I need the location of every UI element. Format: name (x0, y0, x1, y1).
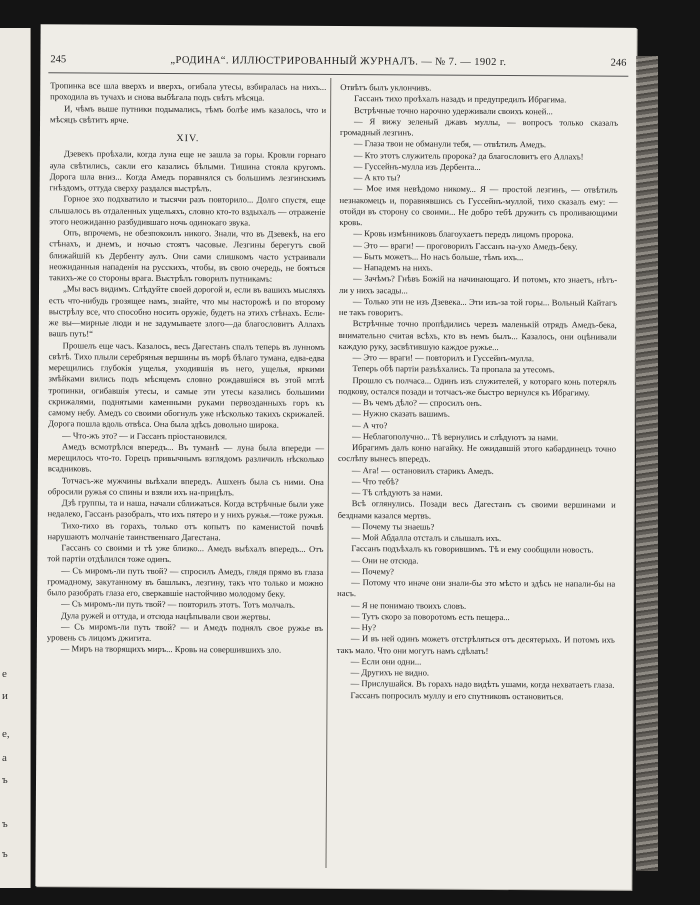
paragraph: — Прислушайся. Въ горахъ надо видѣть ушами, когда нехватаетъ глаза. (350, 678, 615, 690)
paragraph: — Другихъ не видно. (350, 667, 430, 678)
page-number-left: 245 (50, 54, 67, 66)
margin-fragment: и (2, 690, 8, 702)
paragraph: — Тѣ слѣдуютъ за нами. (351, 487, 443, 498)
paragraph: — Ну? (350, 622, 377, 633)
margin-fragment: ъ (2, 848, 8, 860)
paragraph: Дула ружей и оттуда, и отсюда нацѣпывали свои жертвы. (61, 609, 271, 622)
paragraph: Горное эхо подхватило и тысячи разъ повторило... Долго спустя, еще слышалось въ отдаленных ущельяхъ, словно кто-то вздыхалъ — отраженіе этого неожиданно разбудившаго ночь одинокаго звука. (49, 193, 326, 228)
paragraph: — Съ миромъ-ли путь твой? — спросилъ Амедъ, глядя прямо въ глаза громадному, закутанному въ башлыкъ, лезгину, такъ что только и можно было разобрать глаза его, сверкавшіе настойчиво молодому беку. (47, 564, 324, 599)
chapter-heading: XIV. (176, 133, 200, 145)
paragraph: — Мое имя невѣдомо никому... Я — простой лезгинъ, — отвѣтилъ незнакомецъ и, поравнявшись съ Гуссейнъ-муллой, тихо сказалъ ему: — отойди въ сторону со своими... Не добро тебѣ дружить съ проливающими кровь. (339, 183, 618, 228)
binding-edge (636, 56, 658, 871)
margin-fragment: е (2, 668, 7, 680)
previous-page-edge (0, 28, 31, 888)
paragraph: — Я не понимаю твоихъ словъ. (351, 599, 467, 611)
margin-fragment: ъ (2, 818, 8, 830)
paragraph: Опъ, впрочемъ, не обезпокоилъ никого. Знали, что въ Дзевекѣ, на его стѣнахъ, и днемъ, и ночью стоятъ часовые. Лезгины берегутъ свой ближайшій къ Дербенту аулъ. Они сами слишкомъ часто устраивали неожиданныя нападенія на русскихъ, чтобы, въ свою очередь, не бояться такихъ-же со стороны врага. Выстрѣлъ говорилъ путникамъ: (49, 227, 326, 284)
right-column (337, 82, 619, 702)
paragraph: Тропинка все шла вверхъ и вверхъ, огибала утесы, взбиралась на нихъ... проходила въ тучахъ и снова выбѣгала подъ свѣтъ мѣсяца. (50, 80, 327, 103)
paragraph: Отвѣтъ былъ уклончивъ. (340, 82, 432, 93)
paragraph: — Я вижу зеленый джавъ муллы, — вопросъ только сказалъ громадный лезгинъ. (339, 115, 619, 138)
paragraph: — Въ чемъ дѣло? — спросилъ онъ. (352, 397, 482, 408)
paragraph: — Глаза твои не обманули тебя, — отвѣтилъ Амедъ. (353, 138, 547, 150)
paragraph: Амедъ всмотрѣлся впередъ... Въ туманѣ — луна была впереди — мерещилось что-то. Горецъ привычнымъ взглядомъ различилъ нѣсколько всадниковъ. (47, 441, 325, 474)
paragraph: — Если они одни... (350, 655, 422, 667)
paragraph: — Кто этотъ служитель пророка? да благословитъ его Аллахъ! (353, 149, 584, 162)
paragraph: — Они не отсюда. (351, 554, 419, 566)
paragraph: — Только эти не изъ Дзевека... Эти изъ-за той горы... Вольный Кайтагъ не такъ говоритъ. (338, 295, 617, 318)
paragraph: — Съ миромъ-ли путь твой? — и Амедъ поднялъ свое ружье въ уровень съ лицомъ джигита. (46, 621, 323, 643)
paragraph: Тихо-тихо въ горахъ, только отъ копытъ по каменистой почвѣ нарушаютъ молчаніе таинственнаго Дагестана. (47, 519, 324, 543)
paragraph: — Нападемъ на нихъ. (353, 262, 433, 273)
paragraph: Тотчасъ-же мужчины выѣхали впередъ. Ашхенъ была съ ними. Она обросили ружья со спины и взяли ихъ на-прицѣлъ. (47, 474, 324, 498)
paragraph: Дзевекъ проѣхали, когда луна еще не зашла за горы. Кровли горнаго аула свѣтились, сакли его казались бѣлыми. Тишина стояла кругомъ. Дорога шла вниз... Когда Амедъ поравнялся съ большимъ лезгинскимъ гнѣздомъ, оттуда сверху раздался выстрѣлъ. (49, 148, 326, 194)
paragraph: — Неблагополучно... Тѣ вернулись и слѣдуютъ за нами. (352, 430, 559, 443)
paragraph: — Потому что иначе они знали-бы это мѣсто и здѣсь не напали-бы на насъ. (337, 577, 616, 599)
paragraph: — Это — враги! — повторилъ и Гуссейнъ-мулла. (352, 352, 535, 364)
journal-page (35, 24, 636, 890)
running-header (40, 54, 636, 74)
paragraph: Дзѣ группы, та и наша, начали сближаться. Когда встрѣчные были уже недалеко, Гассанъ разобралъ, что ихъ пятеро и у нихъ ружья.—тоже ружья. (47, 497, 324, 521)
paragraph: — Это — враги! — проговорилъ Гассанъ на-ухо Амедъ-беку. (353, 239, 578, 251)
column-divider (325, 78, 331, 868)
journal-title: „РОДИНА“. ИЛЛЮСТРИРОВАННЫЙ ЖУРНАЛЪ. — № 7. — 1902 г. (170, 54, 507, 69)
paragraph: И, чѣмъ выше путники подымались, тѣмъ болѣе имъ казалось, что и мѣсяцъ свѣтитъ ярче. (50, 102, 327, 125)
paragraph: Гассанъ подъѣхалъ къ говорившимъ. Тѣ и ему сообщили новость. (351, 543, 594, 555)
paragraph: Прошло съ полчаса... Одинъ изъ служителей, у котораго конь потерялъ подкову, остался позади и тотчасъ-же быстро вернулся къ Ибрагиму. (338, 374, 617, 398)
paragraph: — Гуссейнъ-мулла изъ Дербента... (353, 160, 481, 172)
margin-fragment: ъ (2, 774, 8, 786)
margin-fragment: е, (2, 728, 10, 740)
left-column (47, 80, 327, 656)
paragraph: — Почему? (351, 565, 395, 577)
paragraph: — Зачѣмъ? Гнѣвъ Божій на начинающаго. И потомъ, кто знаетъ, нѣтъ-ли у нихъ засады... (338, 273, 618, 295)
paragraph: — Миръ на творящихъ миръ... Кровь на совершившихъ зло. (60, 643, 282, 655)
paragraph: — Мой Абдалла отсталъ и слышалъ ихъ. (351, 532, 502, 544)
paragraph: — Что тебѣ? (351, 475, 399, 487)
page-number-right: 246 (610, 57, 627, 69)
paragraph: „Мы васъ видимъ. Слѣдуйте своей дорогой и, если въ вашихъ мысляхъ есть что-нибудь грозящее намъ, знайте, что мы насторожѣ и по второму выстрѣлу все, что способно носить оружіе, будетъ на этихъ стѣнахъ. Если-же вы—мирные люди и не задумываете злого—да благословитъ Аллахъ вашъ путь!“ (48, 283, 326, 339)
paragraph: — Что-жъ это? — и Гассанъ пріостановился. (62, 429, 228, 441)
paragraph: Гассанъ со своими и тѣ уже близко... Амедъ выѣхалъ впередъ... Отъ той партіи отдѣлился тоже одинъ. (47, 542, 324, 565)
paragraph: — Ага! — остановилъ старикъ Амедъ. (351, 464, 494, 476)
paragraph: — Съ миромъ-ли путь твой? — повторилъ этотъ. Тотъ молчалъ. (61, 598, 296, 611)
paragraph: — Тутъ скоро за поворотомъ есть пещера... (350, 610, 510, 622)
paragraph: Теперь обѣ партіи разъѣхались. Та пропала за утесомъ. (352, 363, 555, 375)
paragraph: Всѣ оглянулись. Позади весь Дагестанъ съ своими вершинами и безднами казался мертвъ. (337, 498, 616, 521)
paragraph: — Быть можетъ... Но насъ больше, тѣмъ ихъ... (353, 250, 524, 262)
paragraph: — Кровь измѣнниковъ благоухаетъ передъ лицомъ пророка. (353, 228, 574, 240)
paragraph: — А что? (352, 419, 388, 430)
paragraph: — Нужно сказать вашимъ. (352, 408, 450, 419)
margin-fragment: а (2, 752, 7, 764)
paragraph: Ибрагимъ далъ коню нагайку. Не ожидавшій этого кабардинецъ точно сослѣпу вынесъ впередъ. (337, 442, 617, 464)
paragraph: — И въ ней одинъ можетъ отстрѣляться отъ десятерыхъ. И потомъ ихъ такъ мало. Что они могутъ намъ сдѣлать! (336, 633, 615, 656)
paragraph: Прошелъ еще часъ. Казалось, весь Дагестанъ спалъ теперь въ лунномъ свѣтѣ. Тихо плыли серебряныя вершины въ морѣ бѣлаго тумана, едва-едва мерещились глубокія ущелья, уходившія въ него, ущелья, яркими змѣйками вились подъ мѣсяцемъ словно рождавшіяся въ этой мглѣ тропинки, огибавшія утесы, и самые эти утесы казались большими скрижалями, поднятыми каменными руками первозданныхъ горъ къ самому небу. Амедъ со своими обогнулъ уже нѣсколько такихъ скрижалей. Дорога пошла вдоль отвѣса. Она была здѣсь довольно широка. (48, 339, 325, 430)
paragraph: Встрѣчные точно нарочно удерживали своихъ коней... (354, 104, 553, 116)
paragraph: — Почему ты знаешь? (351, 520, 435, 532)
paragraph: — А кто ты? (353, 172, 401, 183)
paragraph: Гассанъ попросилъ муллу и его спутниковъ остановиться. (350, 689, 564, 701)
paragraph: Гассанъ тихо проѣхалъ назадъ и предупредилъ Ибрагима. (354, 93, 567, 105)
paragraph: Встрѣчные точно пропѣдились черезъ маленькій отрядъ Амедъ-бека, внимательно считая всѣхъ, кто въ немъ былъ... Казалось, они оцѣнивали каждую руку, засвѣтившую каждое ружье... (338, 318, 617, 352)
